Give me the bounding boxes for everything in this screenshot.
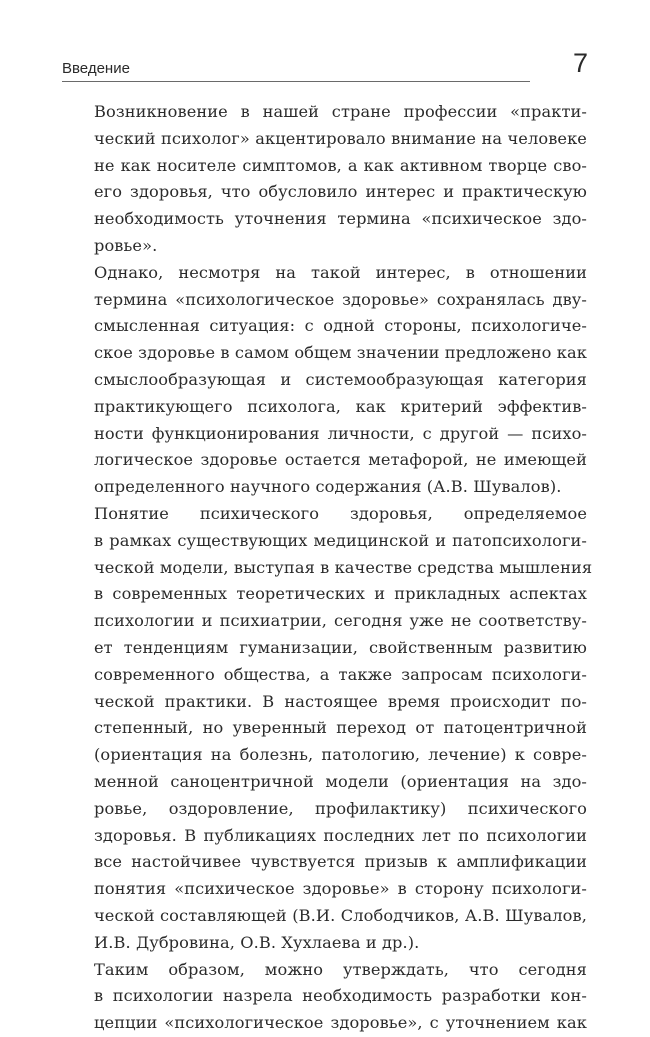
paragraph-1 — [62, 99, 587, 260]
text-line: ет тенденциям гуманизации, свойственным развитию — [94, 637, 587, 657]
text-line: Понятие психического здоровья, определяемое — [94, 503, 587, 523]
text-line: необходимость уточнения термина «психическое здо- — [94, 209, 587, 229]
text-line: в современных теоретических и прикладных аспектах — [94, 584, 587, 604]
text-line: его здоровья, что обусловило интерес и практическую — [94, 182, 587, 202]
text-line: Однако, несмотря на такой интерес, в отношении — [94, 262, 587, 282]
text-line: психологии и психиатрии, сегодня уже не соответству- — [94, 611, 587, 631]
text-line: ческой модели, выступая в качестве средства мышления — [94, 557, 593, 577]
body-text — [62, 99, 593, 1037]
text-line: современного общества, а также запросам психологи- — [94, 664, 587, 684]
text-line: не как носителе симптомов, а как активном творце сво- — [94, 155, 587, 175]
text-line: смыслообразующая и системообразующая категория — [94, 369, 587, 389]
text-line: все настойчивее чувствуется призыв к амплификации — [94, 852, 587, 872]
text-line: ческой составляющей (В.И. Слободчиков, А.В. Шувалов, — [94, 905, 587, 925]
text-line: определенного научного содержания (А.В. Шувалов). — [94, 477, 562, 497]
text-line: здоровья. В публикациях последних лет по психологии — [94, 825, 587, 845]
text-line: в рамках существующих медицинской и патопсихологи- — [94, 530, 587, 550]
page-number: 7 — [572, 48, 588, 78]
text-line: смысленная ситуация: с одной стороны, психологиче- — [94, 316, 587, 336]
text-line: термина «психологическое здоровье» сохранялась дву- — [94, 289, 587, 309]
paragraph-4 — [62, 957, 587, 1037]
text-line: степенный, но уверенный переход от патоцентричной — [94, 718, 587, 738]
paragraph-3 — [62, 501, 593, 957]
text-line: (ориентация на болезнь, патологию, лечение) к совре- — [94, 745, 587, 765]
text-line: ческой практики. В настоящее время происходит по- — [94, 691, 587, 711]
text-line: в психологии назрела необходимость разработки кон- — [94, 986, 587, 1006]
section-title: Введение — [62, 60, 130, 77]
text-line: практикующего психолога, как критерий эффектив- — [94, 396, 587, 416]
running-header — [62, 48, 592, 82]
text-line: ровье». — [94, 235, 158, 255]
text-line: И.В. Дубровина, О.В. Хухлаева и др.). — [94, 932, 420, 952]
text-line: ровье, оздоровление, профилактику) психического — [94, 798, 587, 818]
header-rule — [62, 81, 530, 82]
text-line: Возникновение в нашей стране профессии «практи- — [94, 102, 587, 121]
text-line: Таким образом, можно утверждать, что сегодня — [94, 959, 587, 979]
text-line: логическое здоровье остается метафорой, не имеющей — [94, 450, 587, 470]
text-line: ности функционирования личности, с другой — психо- — [94, 423, 587, 443]
paragraph-2 — [62, 260, 587, 501]
text-line: ческий психолог» акцентировало внимание на человеке — [94, 128, 587, 148]
text-line: понятия «психическое здоровье» в сторону психологи- — [94, 879, 587, 899]
text-line: ское здоровье в самом общем значении предложено как — [94, 343, 587, 363]
text-line: менной саноцентричной модели (ориентация на здо- — [94, 771, 587, 791]
text-line: цепции «психологическое здоровье», с уточнением как — [94, 1013, 587, 1033]
